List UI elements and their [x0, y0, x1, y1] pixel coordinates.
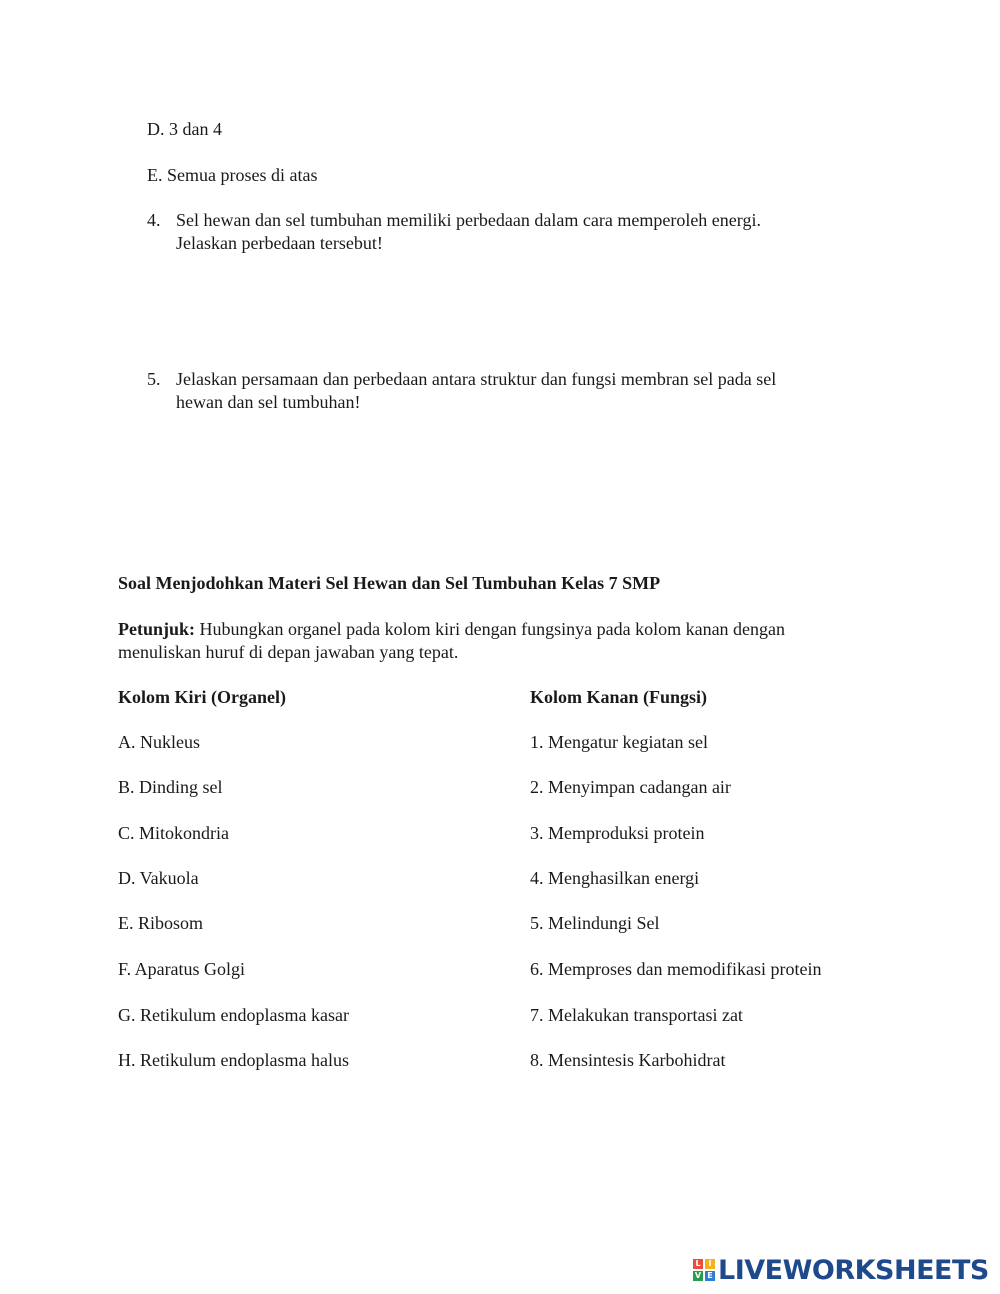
logo-mark-cell: L [693, 1259, 703, 1269]
left-column-header: Kolom Kiri (Organel) [118, 687, 286, 707]
organelle-item: C. Mitokondria [118, 823, 229, 843]
question-4-text-line1: Sel hewan dan sel tumbuhan memiliki perbedaan dalam cara memperoleh energi. [176, 210, 761, 230]
logo-mark-cell: V [694, 1271, 702, 1280]
logo-mark-icon [693, 1259, 715, 1281]
instruction-line2: menuliskan huruf di depan jawaban yang tepat. [118, 642, 459, 662]
instruction-label: Petunjuk: [118, 619, 196, 639]
logo-mark-cell: E [705, 1271, 715, 1281]
logo-mark-cell: I [705, 1259, 715, 1269]
instruction-line1 [118, 618, 785, 641]
organelle-item: A. Nukleus [118, 732, 200, 752]
function-item: 6. Memproses dan memodifikasi protein [530, 959, 822, 979]
organelle-item: B. Dinding sel [118, 777, 223, 797]
function-item: 5. Melindungi Sel [530, 913, 660, 933]
function-item: 7. Melakukan transportasi zat [530, 1005, 743, 1025]
option-d: D. 3 dan 4 [147, 119, 222, 139]
option-e: E. Semua proses di atas [147, 165, 318, 185]
function-item: 1. Mengatur kegiatan sel [530, 732, 708, 752]
question-4-text-line2: Jelaskan perbedaan tersebut! [176, 233, 383, 253]
organelle-item: D. Vakuola [118, 868, 199, 888]
organelle-item: E. Ribosom [118, 913, 204, 933]
function-item: 2. Menyimpan cadangan air [530, 777, 731, 797]
organelle-item: F. Aparatus Golgi [118, 959, 246, 979]
function-item: 4. Menghasilkan energi [530, 868, 700, 888]
function-item: 8. Mensintesis Karbohidrat [530, 1050, 726, 1070]
function-item: 3. Memproduksi protein [530, 823, 705, 843]
question-5-number: 5. [147, 369, 161, 389]
question-4-number: 4. [147, 210, 161, 230]
logo-text: LIVEWORKSHEETS [718, 1254, 989, 1286]
instruction-text: Hubungkan organel pada kolom kiri dengan fungsinya pada kolom kanan dengan [195, 619, 786, 639]
organelle-item: H. Retikulum endoplasma halus [118, 1050, 349, 1070]
matching-title: Soal Menjodohkan Materi Sel Hewan dan Sel Tumbuhan Kelas 7 SMP [118, 573, 661, 593]
liveworksheets-logo [693, 1255, 989, 1285]
question-5-text-line2: hewan dan sel tumbuhan! [176, 392, 361, 412]
question-5-text-line1: Jelaskan persamaan dan perbedaan antara struktur dan fungsi membran sel pada sel [176, 369, 777, 389]
organelle-item: G. Retikulum endoplasma kasar [118, 1005, 349, 1025]
right-column-header: Kolom Kanan (Fungsi) [530, 687, 708, 707]
